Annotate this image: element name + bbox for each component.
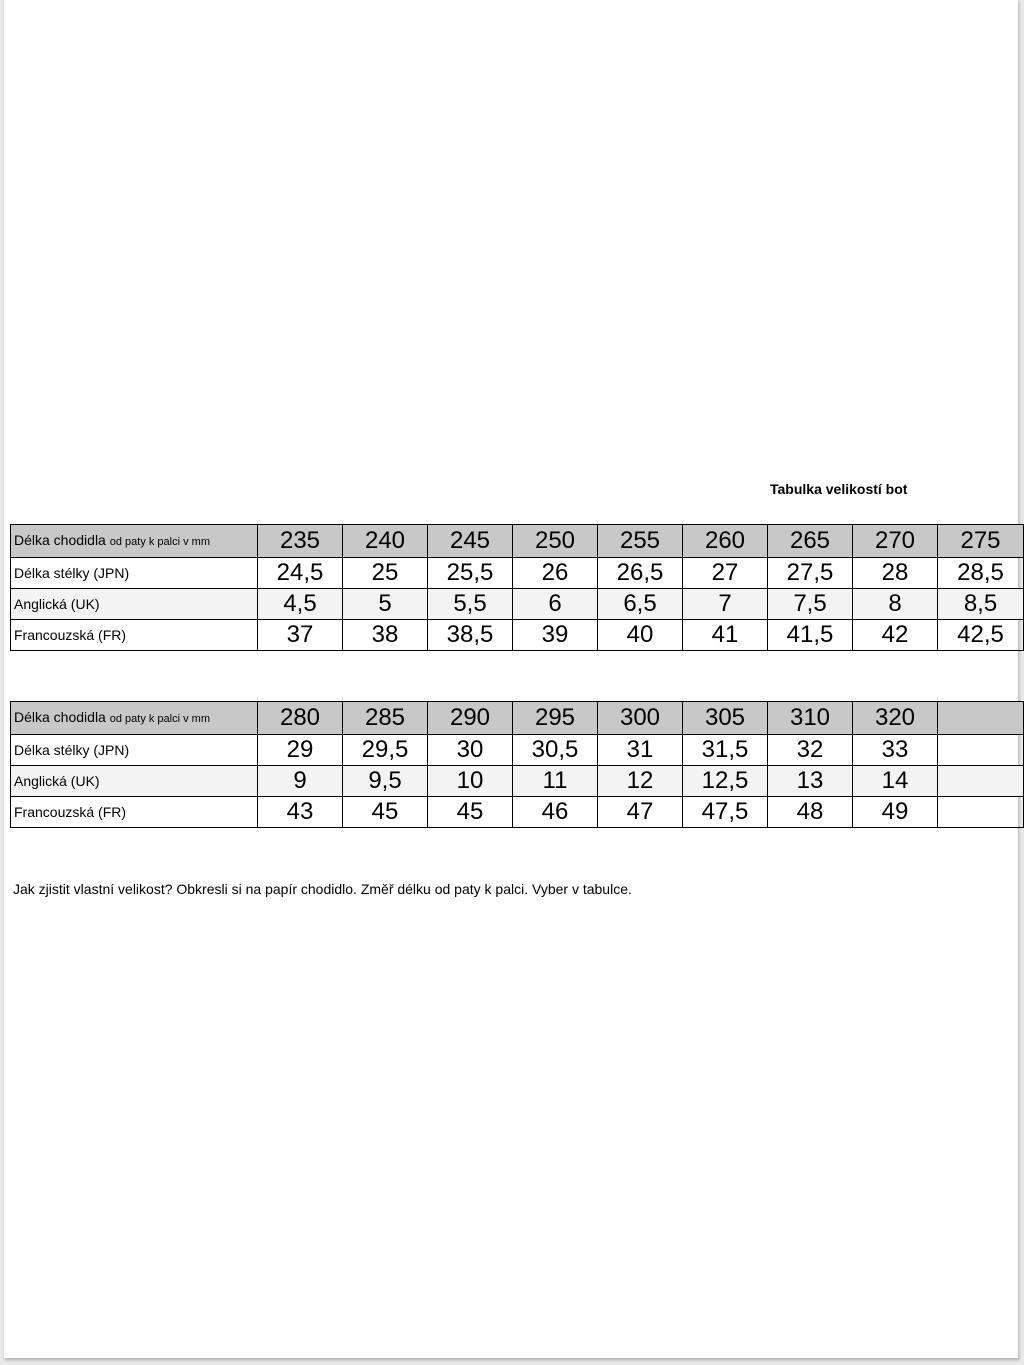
table-cell: 43: [258, 797, 343, 828]
table-row-insole: [11, 558, 1024, 589]
table-row-foot-length: [11, 525, 1024, 558]
table-cell: 29,5: [343, 735, 428, 766]
row-label-fr: Francouzská (FR): [11, 620, 258, 651]
table-row-fr: [11, 620, 1024, 651]
table-cell: 27,5: [768, 558, 853, 589]
table-cell: 280: [258, 702, 343, 735]
table-cell: 39: [513, 620, 598, 651]
table-cell: 305: [683, 702, 768, 735]
table-cell: 13: [768, 766, 853, 797]
table-cell: [938, 766, 1024, 797]
table-cell: 25,5: [428, 558, 513, 589]
document-page: [4, 0, 1018, 1358]
page-title: Tabulka velikostí bot: [770, 481, 908, 497]
table-cell: 47,5: [683, 797, 768, 828]
table-cell: 5,5: [428, 589, 513, 620]
table-cell: [938, 735, 1024, 766]
table-row-foot-length: [11, 702, 1024, 735]
table-cell: 10: [428, 766, 513, 797]
table-row-uk: [11, 766, 1024, 797]
table-cell: 235: [258, 525, 343, 558]
table-cell: 320: [853, 702, 938, 735]
row-label-fr: Francouzská (FR): [11, 797, 258, 828]
row-label-uk: Anglická (UK): [11, 589, 258, 620]
table-cell: 310: [768, 702, 853, 735]
table-cell: 14: [853, 766, 938, 797]
table-cell: 26: [513, 558, 598, 589]
row-label-uk: Anglická (UK): [11, 766, 258, 797]
table-cell: 24,5: [258, 558, 343, 589]
table-cell: 38: [343, 620, 428, 651]
table-cell: 295: [513, 702, 598, 735]
table-cell: 4,5: [258, 589, 343, 620]
table-cell: 30: [428, 735, 513, 766]
table-cell: 33: [853, 735, 938, 766]
table-cell: 40: [598, 620, 683, 651]
table-cell: 31,5: [683, 735, 768, 766]
table-cell: 8,5: [938, 589, 1024, 620]
table-cell: 30,5: [513, 735, 598, 766]
table-cell: 27: [683, 558, 768, 589]
table-cell: [938, 797, 1024, 828]
table-cell: 37: [258, 620, 343, 651]
table-cell: 42,5: [938, 620, 1024, 651]
table-cell: 28,5: [938, 558, 1024, 589]
table-cell: 47: [598, 797, 683, 828]
table-cell: 12: [598, 766, 683, 797]
table-cell: 25: [343, 558, 428, 589]
table-cell: 45: [343, 797, 428, 828]
table-cell: 6: [513, 589, 598, 620]
row-label-foot-length: Délka chodidla od paty k palci v mm: [11, 702, 258, 735]
size-table: [10, 701, 1024, 828]
table-cell: 49: [853, 797, 938, 828]
row-label-insole: Délka stélky (JPN): [11, 558, 258, 589]
table-cell: 270: [853, 525, 938, 558]
table-cell: 45: [428, 797, 513, 828]
table-row-uk: [11, 589, 1024, 620]
size-table: [10, 524, 1024, 651]
table-cell: 31: [598, 735, 683, 766]
row-label-foot-length: Délka chodidla od paty k palci v mm: [11, 525, 258, 558]
table-cell: 7,5: [768, 589, 853, 620]
table-cell: 9: [258, 766, 343, 797]
table-cell: 11: [513, 766, 598, 797]
table-cell: 8: [853, 589, 938, 620]
table-cell: 5: [343, 589, 428, 620]
table-cell: 7: [683, 589, 768, 620]
table-row-fr: [11, 797, 1024, 828]
table-cell: 285: [343, 702, 428, 735]
table-cell: 29: [258, 735, 343, 766]
table-cell: 26,5: [598, 558, 683, 589]
table-cell: 41: [683, 620, 768, 651]
table-cell: [938, 702, 1024, 735]
table-cell: 6,5: [598, 589, 683, 620]
table-cell: 41,5: [768, 620, 853, 651]
table-cell: 245: [428, 525, 513, 558]
table-cell: 32: [768, 735, 853, 766]
table-cell: 300: [598, 702, 683, 735]
table-cell: 260: [683, 525, 768, 558]
table-cell: 240: [343, 525, 428, 558]
row-label-insole: Délka stélky (JPN): [11, 735, 258, 766]
instructions-note: Jak zjistit vlastní velikost? Obkresli si na papír chodidlo. Změř délku od paty k palci. Vyber v tabulce.: [13, 881, 632, 897]
table-cell: 46: [513, 797, 598, 828]
table-cell: 275: [938, 525, 1024, 558]
table-cell: 250: [513, 525, 598, 558]
table-row-insole: [11, 735, 1024, 766]
table-cell: 9,5: [343, 766, 428, 797]
table-cell: 48: [768, 797, 853, 828]
table-cell: 28: [853, 558, 938, 589]
table-cell: 38,5: [428, 620, 513, 651]
table-cell: 12,5: [683, 766, 768, 797]
table-cell: 255: [598, 525, 683, 558]
table-cell: 290: [428, 702, 513, 735]
table-cell: 42: [853, 620, 938, 651]
table-cell: 265: [768, 525, 853, 558]
